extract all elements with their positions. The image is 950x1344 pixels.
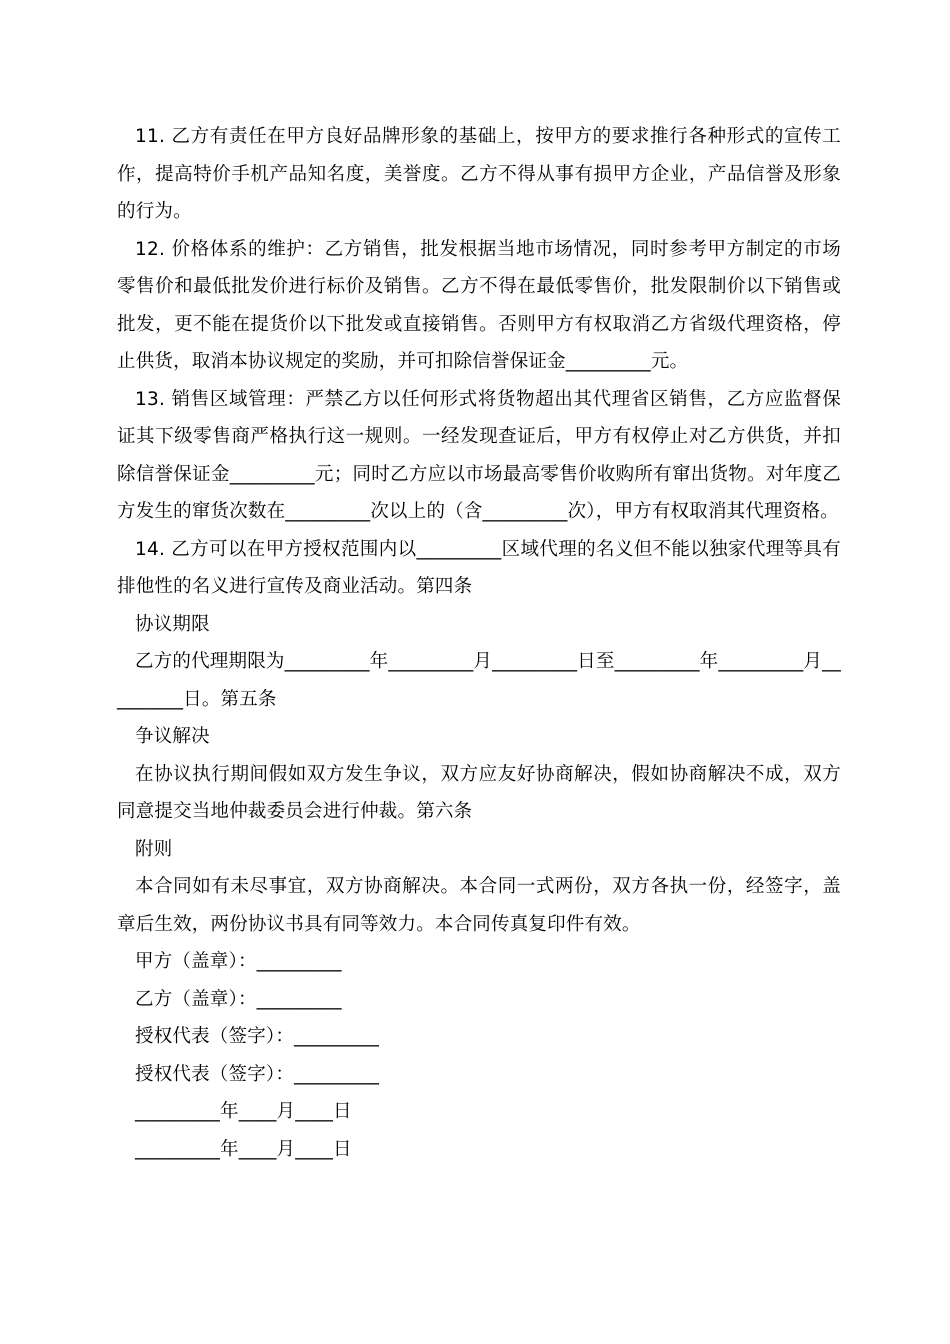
signature-party-a-seal: 甲方（盖章）：_________ — [135, 951, 342, 972]
supplementary-text: 本合同如有未尽事宜，双方协商解决。本合同一式两份，双方各执一份，经签字，盖章后生效，两份协议书具有同等效力。本合同传真复印件有效。 — [117, 876, 841, 935]
clause-12: 12. 价格体系的维护：乙方销售，批发根据当地市场情况，同时参考甲方制定的市场零售价和最低批发价进行标价及销售。乙方不得在最低零售价，批发限制价以下销售或批发，更不能在提货价以下批发或直接销售。否则甲方有权取消乙方省级代理资格，停止供货，取消本协议规定的奖励，并可扣除信誉保证金_________元。 — [117, 238, 841, 372]
signature-party-b-seal: 乙方（盖章）：_________ — [135, 988, 342, 1010]
dispute-resolution-text: 在协议执行期间假如双方发生争议，双方应友好协商解决，假如协商解决不成，双方同意提交当地仲裁委员会进行仲裁。第六条 — [117, 763, 841, 822]
document-body — [117, 118, 841, 1168]
signature-representative-a: 授权代表（签字）：_________ — [135, 1026, 380, 1047]
clause-11: 11. 乙方有责任在甲方良好品牌形象的基础上，按甲方的要求推行各种形式的宣传工作，提高特价手机产品知名度，美誉度。乙方不得从事有损甲方企业，产品信誉及形象的行为。 — [117, 126, 841, 222]
heading-agreement-term: 协议期限 — [135, 613, 210, 635]
clause-14: 14. 乙方可以在甲方授权范围内以_________区域代理的名义但不能以独家代理等具有排他性的名义进行宣传及商业活动。第四条 — [117, 538, 841, 597]
heading-supplementary: 附则 — [135, 838, 173, 860]
agreement-term-text: 乙方的代理期限为_________年_________月_________日至_________年_________月_________日。第五条 — [117, 651, 841, 710]
signature-date-b: _________年____月____日 — [135, 1138, 352, 1160]
heading-dispute-resolution: 争议解决 — [135, 726, 210, 747]
signature-date-a: _________年____月____日 — [135, 1101, 352, 1122]
signature-representative-b: 授权代表（签字）：_________ — [135, 1063, 380, 1085]
clause-13: 13. 销售区域管理：严禁乙方以任何形式将货物超出其代理省区销售，乙方应监督保证其下级零售商严格执行这一规则。一经发现查证后，甲方有权停止对乙方供货，并扣除信誉保证金_________元；同时乙方应以市场最高零售价收购所有窜出货物。对年度乙方发生的窜货次数在_________次以上的（含_________次），甲方有权取消其代理资格。 — [117, 388, 841, 522]
